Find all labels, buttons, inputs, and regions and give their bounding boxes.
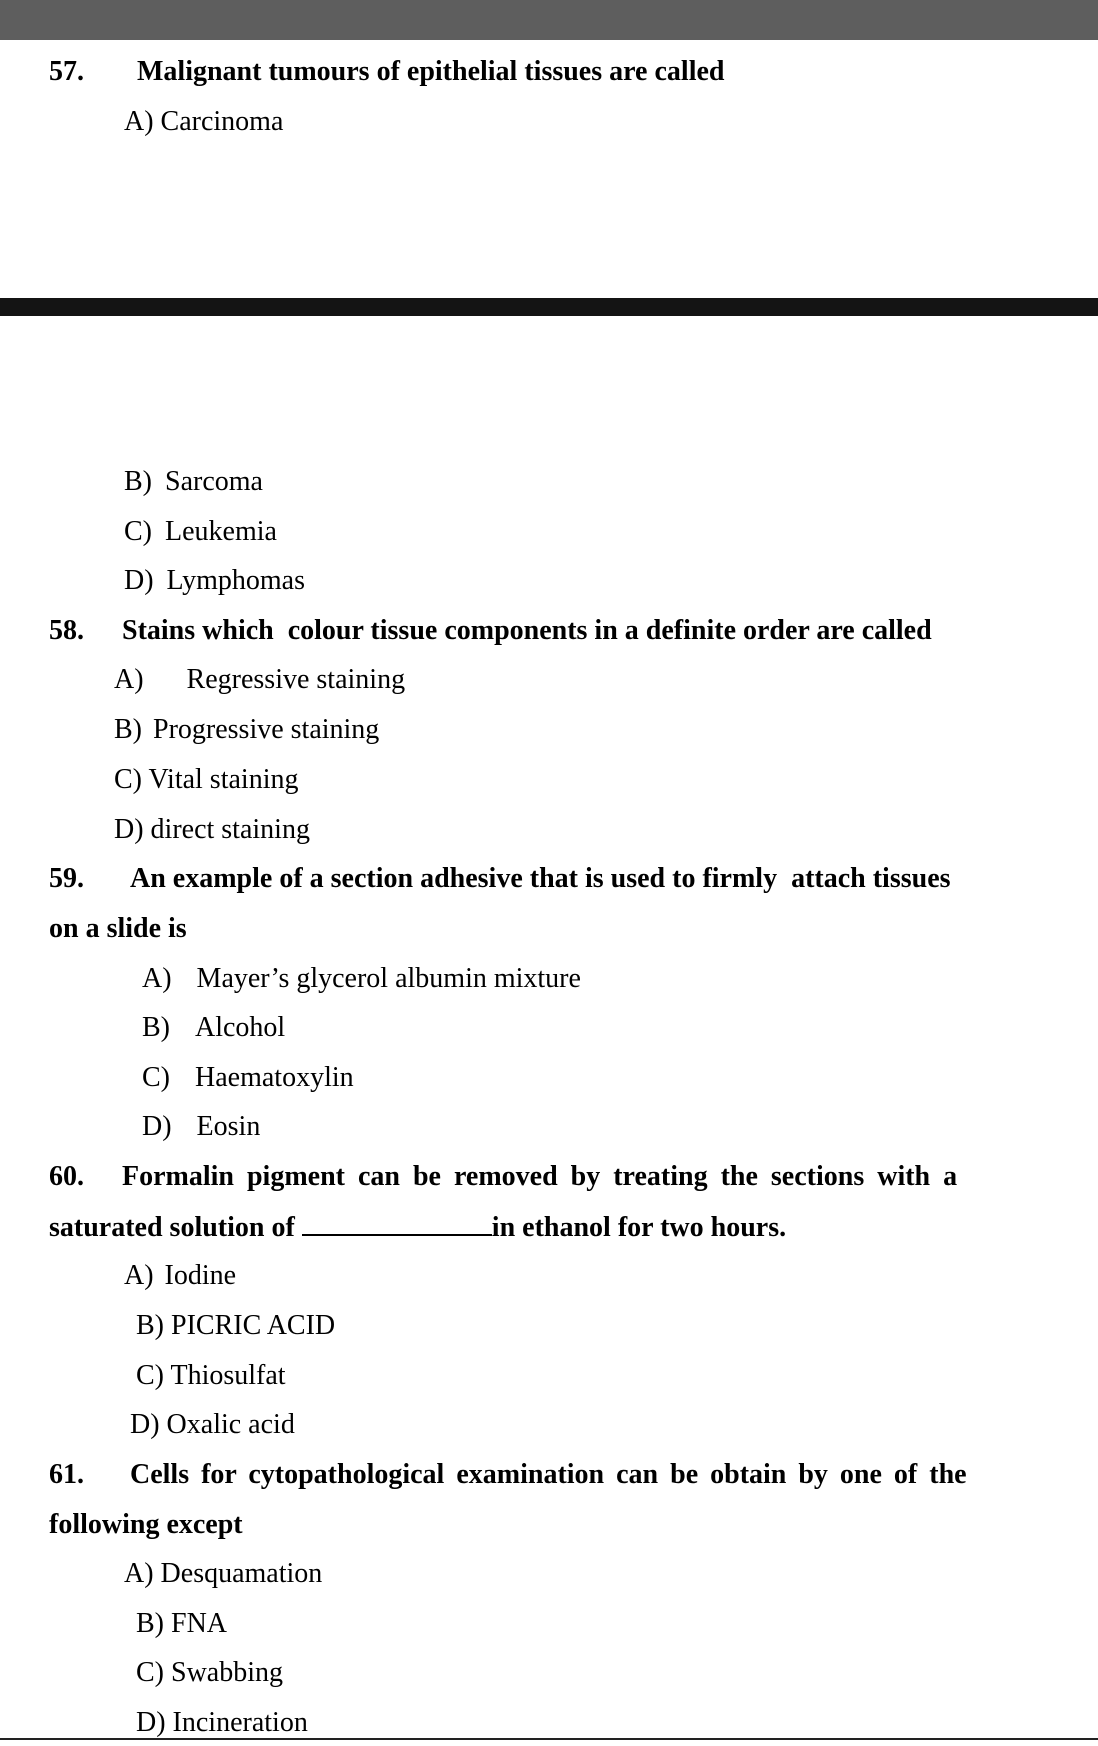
option-text: Lymphomas: [166, 565, 305, 596]
option-letter: B): [136, 1608, 164, 1639]
question-stem: Stains which colour tissue components in a definite order are called: [122, 615, 932, 646]
option-letter: C): [142, 1062, 170, 1093]
option-letter: D): [136, 1707, 166, 1738]
option-text: Alcohol: [195, 1012, 286, 1043]
option-letter: B): [142, 1012, 170, 1043]
option-text: Regressive staining: [186, 664, 406, 695]
option-c: [124, 515, 277, 549]
answer-blank: [302, 1210, 492, 1236]
option-letter: A): [124, 106, 154, 137]
option-b: [136, 1607, 227, 1641]
option-a: [142, 962, 581, 996]
option-letter: C): [114, 764, 142, 795]
option-a: [124, 105, 283, 139]
option-text: Thiosulfat: [170, 1360, 286, 1391]
option-d: [114, 813, 310, 847]
option-letter: A): [142, 963, 172, 994]
option-c: [114, 763, 298, 797]
option-letter: C): [124, 516, 152, 547]
option-b: [142, 1011, 285, 1045]
option-text: Progressive staining: [153, 714, 380, 745]
option-d: [124, 564, 305, 598]
option-d: [142, 1110, 260, 1144]
question-stem-line2: [49, 1210, 786, 1245]
option-letter: C): [136, 1657, 164, 1688]
question-stem-line1: An example of a section adhesive that is used to firmly attach tissues: [130, 863, 951, 894]
option-text: Oxalic acid: [166, 1409, 295, 1440]
question-stem-line1: Cells for cytopathological examination can be obtain by one of the: [130, 1459, 967, 1490]
question-stem: Malignant tumours of epithelial tissues are called: [137, 56, 725, 87]
option-text: FNA: [171, 1608, 228, 1639]
option-letter: B): [114, 714, 142, 745]
option-text: Carcinoma: [160, 106, 284, 137]
option-letter: D): [124, 565, 154, 596]
option-c: [142, 1061, 354, 1095]
question-stem-line1: Formalin pigment can be removed by treating the sections with a: [122, 1161, 958, 1192]
option-letter: B): [124, 466, 152, 497]
option-a: [114, 663, 405, 697]
option-d: [136, 1706, 308, 1740]
option-text: Iodine: [164, 1260, 237, 1291]
option-letter: B): [136, 1310, 164, 1341]
question-number: 60.: [49, 1161, 84, 1192]
option-text: Sarcoma: [165, 466, 263, 497]
option-letter: A): [124, 1260, 154, 1291]
option-b: [136, 1309, 335, 1343]
option-b: [114, 713, 379, 747]
stem-after-blank: in ethanol for two hours.: [491, 1212, 787, 1243]
option-a: [124, 1557, 322, 1591]
option-text: Desquamation: [160, 1558, 323, 1589]
top-bar: [0, 0, 1098, 40]
question-stem-line2: on a slide is: [49, 913, 187, 944]
stem-before-blank: saturated solution of: [49, 1212, 295, 1243]
option-letter: D): [114, 814, 144, 845]
option-b: [124, 465, 263, 499]
option-text: PICRIC ACID: [171, 1310, 336, 1341]
bottom-edge-line: [0, 1738, 1098, 1740]
option-a: [124, 1259, 236, 1293]
option-letter: D): [130, 1409, 160, 1440]
question-number: 59.: [49, 863, 84, 894]
option-text: Swabbing: [171, 1657, 283, 1688]
option-c: [136, 1359, 286, 1393]
option-text: Incineration: [172, 1707, 308, 1738]
option-letter: A): [114, 664, 144, 695]
option-letter: C): [136, 1360, 164, 1391]
option-text: Mayer’s glycerol albumin mixture: [196, 963, 581, 994]
option-letter: D): [142, 1111, 172, 1142]
question-number: 57.: [49, 56, 84, 87]
question-stem-line2: following except: [49, 1509, 243, 1540]
question-number: 58.: [49, 615, 84, 646]
option-c: [136, 1656, 283, 1690]
question-number: 61.: [49, 1459, 84, 1490]
screenshot-divider: [0, 298, 1098, 316]
option-text: Haematoxylin: [195, 1062, 354, 1093]
option-d: [130, 1408, 295, 1442]
option-text: direct staining: [150, 814, 310, 845]
option-letter: A): [124, 1558, 154, 1589]
option-text: Eosin: [196, 1111, 261, 1142]
option-text: Leukemia: [165, 516, 277, 547]
option-text: Vital staining: [148, 764, 299, 795]
